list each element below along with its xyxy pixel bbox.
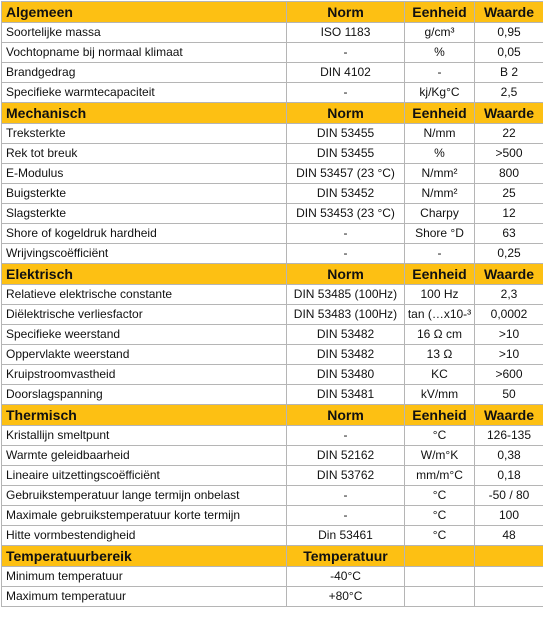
- norm-value: DIN 53457 (23 °C): [287, 164, 405, 184]
- column-header: [405, 546, 475, 567]
- property-name: Treksterkte: [2, 124, 287, 144]
- property-name: Rek tot breuk: [2, 144, 287, 164]
- norm-value: DIN 53482: [287, 345, 405, 365]
- norm-value: DIN 53455: [287, 124, 405, 144]
- property-name: Soortelijke massa: [2, 23, 287, 43]
- property-value: >10: [475, 325, 543, 345]
- norm-value: DIN 53452: [287, 184, 405, 204]
- property-value: >600: [475, 365, 543, 385]
- column-header: Norm: [287, 103, 405, 124]
- norm-value: -: [287, 244, 405, 264]
- property-value: 0,05: [475, 43, 543, 63]
- unit-value: 100 Hz: [405, 285, 475, 305]
- property-name: Kruipstroomvastheid: [2, 365, 287, 385]
- unit-value: [405, 567, 475, 587]
- property-value: 126-135: [475, 426, 543, 446]
- unit-value: °C: [405, 486, 475, 506]
- column-header: Norm: [287, 2, 405, 23]
- column-header: Waarde: [475, 405, 543, 426]
- column-header: Eenheid: [405, 2, 475, 23]
- norm-value: DIN 53480: [287, 365, 405, 385]
- property-name: Lineaire uitzettingscoëfficiënt: [2, 466, 287, 486]
- table-row: [2, 144, 543, 164]
- property-name: Relatieve elektrische constante: [2, 285, 287, 305]
- section-title: Mechanisch: [2, 103, 287, 124]
- property-name: Specifieke weerstand: [2, 325, 287, 345]
- table-row: [2, 385, 543, 405]
- norm-value: DIN 4102: [287, 63, 405, 83]
- unit-value: mm/m°C: [405, 466, 475, 486]
- column-header: Temperatuur: [287, 546, 405, 567]
- norm-value: DIN 53481: [287, 385, 405, 405]
- property-name: Diëlektrische verliesfactor: [2, 305, 287, 325]
- unit-value: g/cm³: [405, 23, 475, 43]
- norm-value: ISO 1183: [287, 23, 405, 43]
- section-header: [2, 103, 543, 124]
- table-row: [2, 285, 543, 305]
- norm-value: DIN 53482: [287, 325, 405, 345]
- property-name: Oppervlakte weerstand: [2, 345, 287, 365]
- table-row: [2, 224, 543, 244]
- property-name: Slagsterkte: [2, 204, 287, 224]
- table-row: [2, 43, 543, 63]
- norm-value: +80°C: [287, 587, 405, 607]
- property-value: 0,0002: [475, 305, 543, 325]
- norm-value: DIN 53455: [287, 144, 405, 164]
- column-header: Waarde: [475, 2, 543, 23]
- property-value: 0,38: [475, 446, 543, 466]
- unit-value: tan (…x10-³: [405, 305, 475, 325]
- table-row: [2, 124, 543, 144]
- unit-value: N/mm²: [405, 184, 475, 204]
- norm-value: Din 53461: [287, 526, 405, 546]
- table-row: [2, 466, 543, 486]
- unit-value: %: [405, 144, 475, 164]
- norm-value: -: [287, 83, 405, 103]
- norm-value: DIN 53762: [287, 466, 405, 486]
- table-row: [2, 83, 543, 103]
- property-name: Maximum temperatuur: [2, 587, 287, 607]
- property-value: 2,3: [475, 285, 543, 305]
- unit-value: -: [405, 63, 475, 83]
- property-value: 12: [475, 204, 543, 224]
- table-row: [2, 486, 543, 506]
- property-name: Shore of kogeldruk hardheid: [2, 224, 287, 244]
- table-row: [2, 23, 543, 43]
- property-value: 25: [475, 184, 543, 204]
- column-header: Norm: [287, 405, 405, 426]
- property-value: 63: [475, 224, 543, 244]
- table-body: [2, 2, 543, 607]
- property-value: 2,5: [475, 83, 543, 103]
- column-header: Waarde: [475, 103, 543, 124]
- column-header: Eenheid: [405, 405, 475, 426]
- column-header: Eenheid: [405, 103, 475, 124]
- property-name: Hitte vormbestendigheid: [2, 526, 287, 546]
- section-title: Elektrisch: [2, 264, 287, 285]
- norm-value: -: [287, 426, 405, 446]
- property-name: E-Modulus: [2, 164, 287, 184]
- norm-value: DIN 53453 (23 °C): [287, 204, 405, 224]
- property-name: Warmte geleidbaarheid: [2, 446, 287, 466]
- unit-value: °C: [405, 506, 475, 526]
- column-header: Norm: [287, 264, 405, 285]
- table-row: [2, 244, 543, 264]
- unit-value: °C: [405, 426, 475, 446]
- section-header: [2, 2, 543, 23]
- norm-value: -: [287, 224, 405, 244]
- property-value: >500: [475, 144, 543, 164]
- table-row: [2, 365, 543, 385]
- unit-value: N/mm: [405, 124, 475, 144]
- section-title: Thermisch: [2, 405, 287, 426]
- norm-value: -: [287, 506, 405, 526]
- column-header: [475, 546, 543, 567]
- property-value: 0,95: [475, 23, 543, 43]
- property-value: 22: [475, 124, 543, 144]
- property-value: [475, 587, 543, 607]
- property-value: 800: [475, 164, 543, 184]
- norm-value: DIN 53483 (100Hz): [287, 305, 405, 325]
- property-value: [475, 567, 543, 587]
- property-value: >10: [475, 345, 543, 365]
- unit-value: [405, 587, 475, 607]
- unit-value: 13 Ω: [405, 345, 475, 365]
- norm-value: -: [287, 486, 405, 506]
- unit-value: kj/Kg°C: [405, 83, 475, 103]
- unit-value: %: [405, 43, 475, 63]
- table-row: [2, 184, 543, 204]
- property-value: 100: [475, 506, 543, 526]
- section-title: Algemeen: [2, 2, 287, 23]
- table-row: [2, 567, 543, 587]
- table-row: [2, 506, 543, 526]
- section-header: [2, 405, 543, 426]
- table-row: [2, 526, 543, 546]
- property-value: 50: [475, 385, 543, 405]
- section-title: Temperatuurbereik: [2, 546, 287, 567]
- property-value: 0,18: [475, 466, 543, 486]
- property-name: Vochtopname bij normaal klimaat: [2, 43, 287, 63]
- property-name: Kristallijn smeltpunt: [2, 426, 287, 446]
- unit-value: N/mm²: [405, 164, 475, 184]
- norm-value: -: [287, 43, 405, 63]
- property-value: 48: [475, 526, 543, 546]
- table-row: [2, 446, 543, 466]
- column-header: Waarde: [475, 264, 543, 285]
- unit-value: °C: [405, 526, 475, 546]
- table-row: [2, 204, 543, 224]
- table-row: [2, 305, 543, 325]
- material-properties-table: [1, 1, 543, 607]
- column-header: Eenheid: [405, 264, 475, 285]
- table-row: [2, 345, 543, 365]
- property-name: Buigsterkte: [2, 184, 287, 204]
- section-header: [2, 264, 543, 285]
- property-value: B 2: [475, 63, 543, 83]
- property-value: -50 / 80: [475, 486, 543, 506]
- property-name: Specifieke warmtecapaciteit: [2, 83, 287, 103]
- table-row: [2, 63, 543, 83]
- table-row: [2, 325, 543, 345]
- property-name: Wrijvingscoëfficiënt: [2, 244, 287, 264]
- norm-value: -40°C: [287, 567, 405, 587]
- norm-value: DIN 53485 (100Hz): [287, 285, 405, 305]
- table-row: [2, 426, 543, 446]
- property-name: Maximale gebruikstemperatuur korte termijn: [2, 506, 287, 526]
- unit-value: W/m°K: [405, 446, 475, 466]
- unit-value: kV/mm: [405, 385, 475, 405]
- property-name: Gebruikstemperatuur lange termijn onbelast: [2, 486, 287, 506]
- table-row: [2, 164, 543, 184]
- section-header: [2, 546, 543, 567]
- unit-value: Charpy: [405, 204, 475, 224]
- table-row: [2, 587, 543, 607]
- property-name: Brandgedrag: [2, 63, 287, 83]
- unit-value: Shore °D: [405, 224, 475, 244]
- property-value: 0,25: [475, 244, 543, 264]
- property-name: Doorslagspanning: [2, 385, 287, 405]
- unit-value: 16 Ω cm: [405, 325, 475, 345]
- unit-value: KC: [405, 365, 475, 385]
- norm-value: DIN 52162: [287, 446, 405, 466]
- unit-value: -: [405, 244, 475, 264]
- property-name: Minimum temperatuur: [2, 567, 287, 587]
